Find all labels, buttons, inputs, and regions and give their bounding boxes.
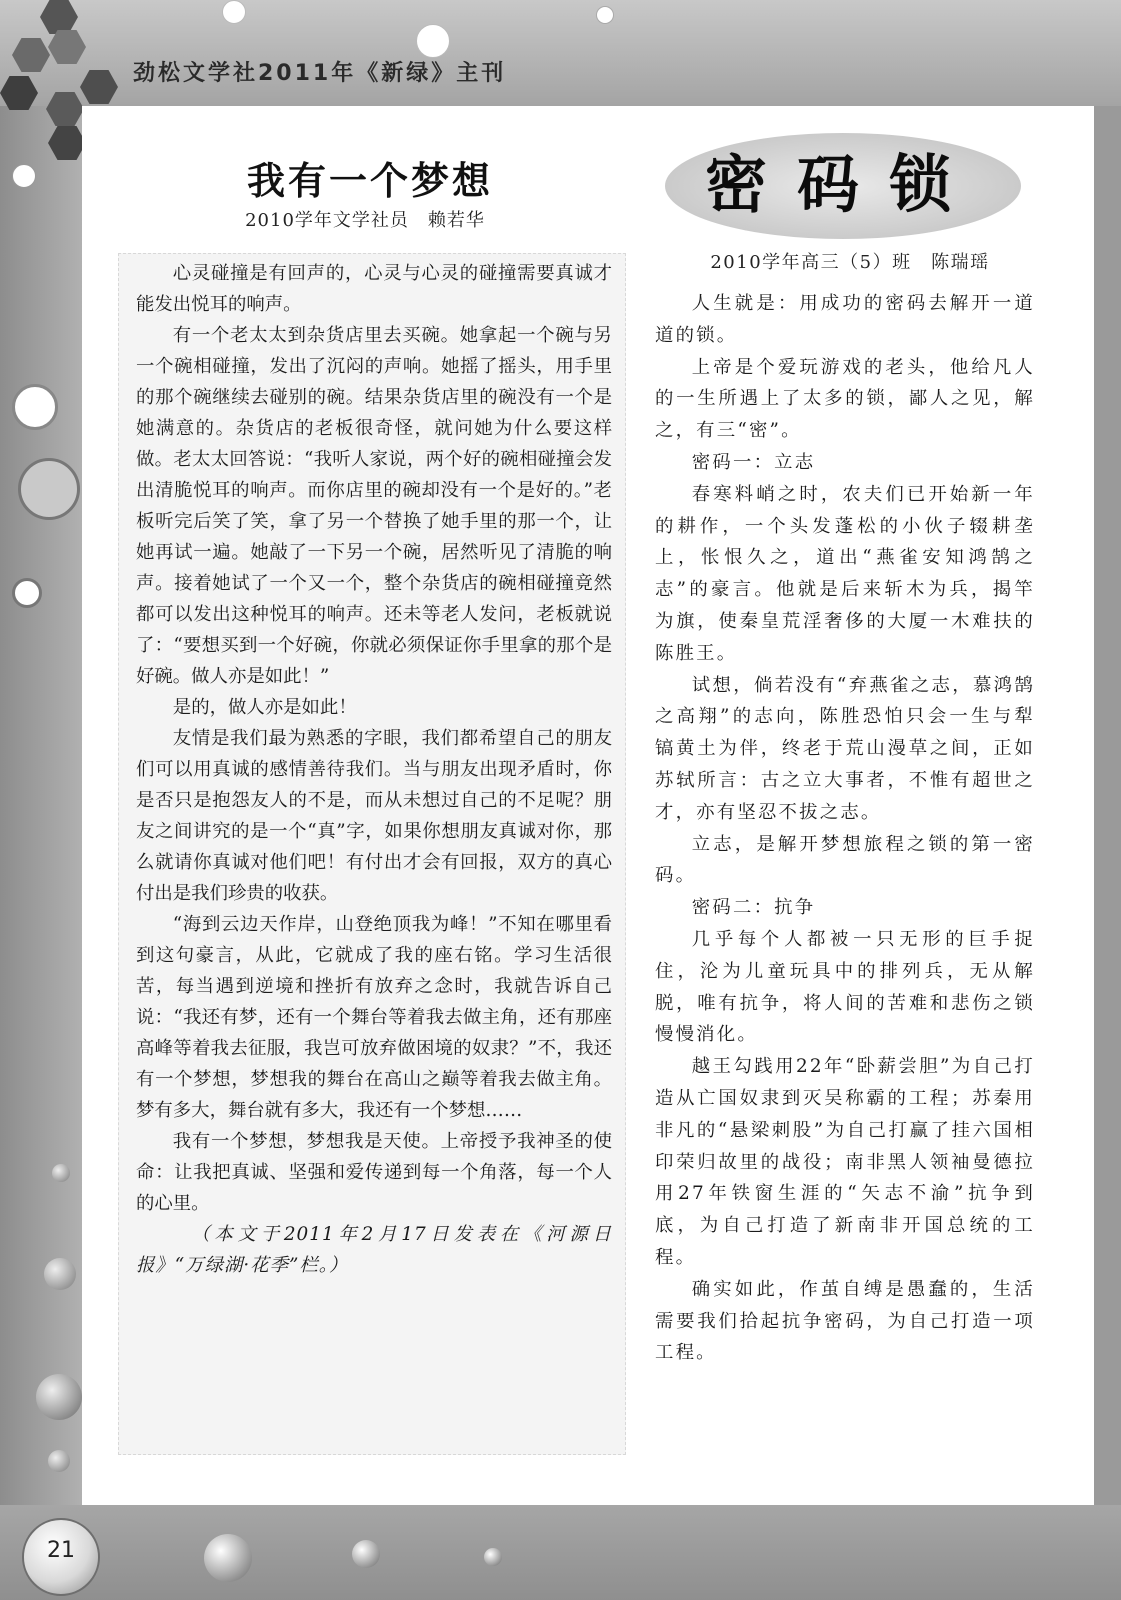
bottom-margin-background: [0, 1505, 1121, 1600]
left-article-body: [136, 258, 612, 1281]
right-paragraph: 密码一：立志: [691, 451, 816, 473]
decor-bubble: [204, 1534, 252, 1582]
decor-bubble: [416, 24, 450, 58]
decor-bubble: [484, 1548, 502, 1566]
right-paragraph: 春寒料峭之时，农夫们已开始新一年的耕作，一个头发蓬松的小伙子辍耕垄上，怅恨久之，道出“燕雀安知鸿鹄之志”的豪言。他就是后来斩木为兵，揭竿为旗，使秦皇荒淫奢侈的大厦一木难扶的陈胜王。: [655, 483, 1035, 664]
left-paragraph: 我有一个梦想，梦想我是天使。上帝授予我神圣的使命：让我把真诚、坚强和爱传递到每一个角落，每一个人的心里。: [136, 1131, 612, 1214]
running-header: 劲松文学社2011年《新绿》主刊: [133, 61, 507, 86]
decor-bubble: [44, 1258, 76, 1290]
left-article-byline: 2010学年文学社员 赖若华: [245, 210, 485, 231]
decor-bubble: [596, 6, 614, 24]
left-paragraph: 心灵碰撞是有回声的，心灵与心灵的碰撞需要真诚才能发出悦耳的响声。: [136, 263, 612, 315]
decor-bubble: [18, 458, 80, 520]
right-paragraph: 密码二：抗争: [691, 897, 816, 919]
decor-bubble: [52, 1164, 70, 1182]
right-article-byline: 2010学年高三（5）班 陈瑞瑶: [710, 252, 990, 273]
left-paragraph: 是的，做人亦是如此！: [172, 697, 357, 718]
decor-bubble: [12, 164, 36, 188]
right-paragraph: 确实如此，作茧自缚是愚蠢的，生活需要我们拾起抗争密码，为自己打造一项工程。: [655, 1278, 1035, 1364]
right-paragraph: 几乎每个人都被一只无形的巨手捉住，沦为儿童玩具中的排列兵，无从解脱，唯有抗争，将人间的苦难和悲伤之锁慢慢消化。: [655, 928, 1035, 1046]
right-paragraph: 越王勾践用22年“卧薪尝胆”为自己打造从亡国奴隶到灭吴称霸的工程；苏秦用非凡的“悬梁刺股”为自己打赢了挂六国相印荣归故里的战役；南非黑人领袖曼德拉用27年铁窗生涯的“矢志不渝”抗争到底，为自己打造了新南非开国总统的工程。: [655, 1056, 1035, 1268]
right-article-body: [655, 288, 1035, 1369]
left-article-note: （本文于2011年2月17日发表在《河源日报》“万绿湖·花季”栏。）: [136, 1224, 612, 1276]
right-paragraph: 立志，是解开梦想旅程之锁的第一密码。: [655, 833, 1035, 887]
left-paragraph: “海到云边天作岸，山登绝顶我为峰！”不知在哪里看到这句豪言，从此，它就成了我的座右铭。学习生活很苦，每当遇到逆境和挫折有放弃之念时，我就告诉自己说：“我还有梦，还有一个舞台等着我去做主角，还有那座高峰等着我去征服，我岂可放弃做困境的奴隶？”不，我还有一个梦想，梦想我的舞台在高山之巅等着我去做主角。梦有多大，舞台就有多大，我还有一个梦想……: [136, 914, 612, 1121]
left-margin-background: [0, 0, 92, 1600]
decor-bubble: [12, 578, 42, 608]
page-number: 21: [47, 1538, 75, 1563]
left-paragraph: 友情是我们最为熟悉的字眼，我们都希望自己的朋友们可以用真诚的感情善待我们。当与朋友出现矛盾时，你是否只是抱怨友人的不是，而从未想过自己的不足呢？朋友之间讲究的是一个“真”字，如果你想朋友真诚对你，那么就请你真诚对他们吧！有付出才会有回报，双方的真心付出是我们珍贵的收获。: [136, 728, 612, 904]
right-paragraph: 人生就是：用成功的密码去解开一道道的锁。: [655, 293, 1035, 346]
decor-bubble: [352, 1540, 380, 1568]
left-article-title: 我有一个梦想: [246, 159, 493, 203]
right-paragraph: 试想，倘若没有“弃燕雀之志，慕鸿鹄之高翔”的志向，陈胜恐怕只会一生与犁镐黄土为伴，终老于荒山漫草之间，正如苏轼所言：古之立大事者，不惟有超世之才，亦有坚忍不拔之志。: [655, 674, 1035, 823]
decor-bubble: [48, 1450, 70, 1472]
decor-bubble: [36, 1374, 82, 1420]
decor-bubble: [222, 0, 246, 24]
right-paragraph: 上帝是个爱玩游戏的老头，他给凡人的一生所遇上了太多的锁，鄙人之见，解之，有三“密”。: [655, 356, 1035, 442]
right-article-title: 密码锁: [704, 148, 981, 221]
left-paragraph: 有一个老太太到杂货店里去买碗。她拿起一个碗与另一个碗相碰撞，发出了沉闷的声响。她摇了摇头，用手里的那个碗继续去碰别的碗。结果杂货店里的碗没有一个是她满意的。杂货店的老板很奇怪，就问她为什么要这样做。老太太回答说：“我听人家说，两个好的碗相碰撞会发出清脆悦耳的响声。而你店里的碗却没有一个是好的。”老板听完后笑了笑，拿了另一个替换了她手里的那一个，让她再试一遍。她敲了一下另一个碗，居然听见了清脆的响声。接着她试了一个又一个，整个杂货店的碗相碰撞竟然都可以发出这种悦耳的响声。还未等老人发问，老板就说了：“要想买到一个好碗，你就必须保证你手里拿的那个是好碗。做人亦是如此！”: [136, 325, 612, 687]
decor-bubble: [12, 384, 58, 430]
